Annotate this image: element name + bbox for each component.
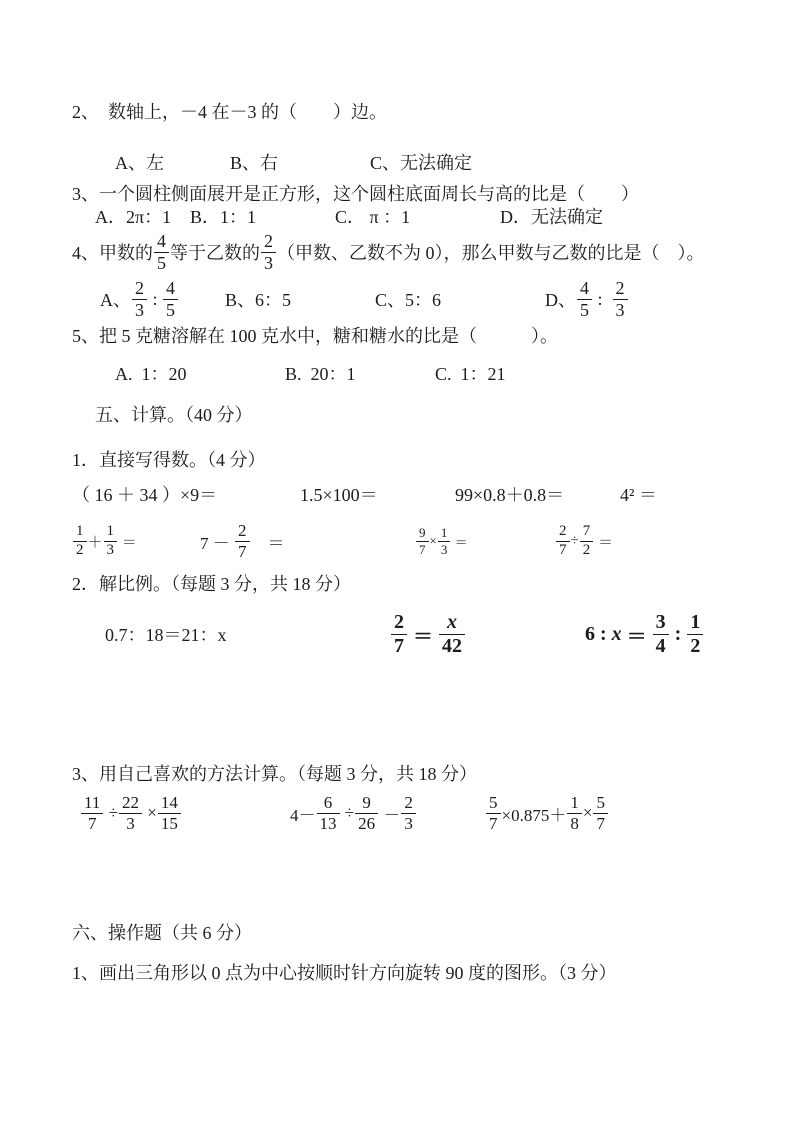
fraction: $\frac{1}{8}$ [567,794,582,833]
fraction: $\frac{1}{3}$ [438,526,451,556]
proportion-eq-2: $\frac{2}{7}$ ＝ $\frac{x}{42}$ [390,612,585,657]
question-2-text: 2、 数轴上，－4 在－3 的（ ）边。 [72,102,387,122]
fraction: $\frac{11}{7}$ [81,794,103,833]
method-calc-row [72,788,753,838]
question-2-options [72,152,753,175]
question-5-text: 5、把 5 克糖溶解在 100 克水中，糖和糖水的比是（ ）。 [72,326,558,346]
option-d: D、 $\frac{4}{5}$ : $\frac{2}{3}$ [545,279,629,320]
fraction: $\frac{2}{3}$ [261,232,276,273]
fraction: $\frac{3}{4}$ [653,612,669,657]
italic-variable: x [611,622,622,645]
fraction: $\frac{1}{2}$ [687,612,703,657]
calc-direct-row-2 [72,521,753,561]
proportion-eq-1: 0.7：18＝21：x [105,625,227,645]
fraction: $\frac{4}{5}$ [154,232,169,273]
calc-item: 99×0.8＋0.8＝ [455,485,565,505]
calc-item: 1.5×100＝ [300,485,378,505]
fraction: $\frac{2}{3}$ [132,279,147,320]
solve-proportion-row [72,606,753,662]
option-c: C、5：6 [375,290,442,310]
fraction: $\frac{4}{5}$ [577,279,592,320]
option-a: A、 $\frac{2}{3}$ : $\frac{4}{5}$ [100,279,225,320]
fraction: $\frac{2}{7}$ [556,524,570,559]
proportion-eq-3: 6 : x ＝ $\frac{3}{4}$ : $\frac{1}{2}$ [585,612,704,657]
option-a: A．2π：1 [95,207,172,227]
question-4-options [72,275,753,323]
fraction: $\frac{x}{42}$ [439,612,465,657]
question-3-text: 3、一个圆柱侧面展开是正方形，这个圆柱底面周长与高的比是（ ） [72,184,639,204]
question-3-options [72,206,753,229]
option-a: A. 1：20 [115,364,187,384]
method-expr-1: $\frac{11}{7}$ ÷ $\frac{22}{3}$ × $\frac{14}{15}$ [80,794,290,833]
section-5-heading: 五、计算。（40 分） [95,405,253,425]
option-c: C． π ：1 [335,207,411,227]
method-calc-title: 3、用自己喜欢的方法计算。（每题 3 分，共 18 分） [72,764,477,784]
solve-proportion-title: 2．解比例。（每题 3 分，共 18 分） [72,574,351,594]
calc-item: 7 － $\frac{2}{7}$ ＝ [200,520,285,561]
option-b: B、6：5 [225,290,292,310]
calc-direct-row-1 [72,484,753,507]
method-expr-2: 4－ $\frac{6}{13}$ ÷ $\frac{9}{26}$ － $\frac{2}{3}$ [290,794,485,833]
option-c: C. 1：21 [435,364,506,384]
fraction: $\frac{2}{7}$ [235,522,250,561]
fraction: $\frac{7}{2}$ [580,524,594,559]
option-b: B．1：1 [190,207,257,227]
fraction: $\frac{2}{3}$ [613,279,628,320]
calc-item: $\frac{1}{2}$ ＋ $\frac{1}{3}$ ＝ [72,524,200,559]
fraction: $\frac{1}{2}$ [73,524,87,559]
fraction: $\frac{14}{15}$ [158,794,181,833]
calc-direct-title: 1．直接写得数。（4 分） [72,450,266,470]
question-4-stem: 4、甲数的 $\frac{4}{5}$ 等于乙数的 $\frac{2}{3}$ （甲数、乙数不为 0），那么甲数与乙数的比是（ ）。 [72,230,705,273]
calc-item: $\frac{2}{7}$ ÷ $\frac{7}{2}$ ＝ [555,524,613,559]
option-c: C、无法确定 [370,153,473,173]
calc-item: $\frac{9}{7}$ × $\frac{1}{3}$ ＝ [415,526,555,556]
option-b: B、右 [230,153,279,173]
method-expr-3: $\frac{5}{7}$ ×0.875＋ $\frac{1}{8}$ × $\frac{5}{7}$ [485,794,609,833]
section-6-heading: 六、操作题（共 6 分） [72,923,252,943]
option-a: A、左 [115,153,164,173]
fraction: $\frac{1}{3}$ [104,524,118,559]
fraction: $\frac{22}{3}$ [119,794,142,833]
question-5-options [72,363,753,386]
calc-item: （ 16 ＋ 34 ）×9＝ [72,485,218,505]
operation-q1-text: 1、画出三角形以 0 点为中心按顺时针方向旋转 90 度的图形。（3 分） [72,963,617,983]
fraction: $\frac{2}{3}$ [401,794,416,833]
fraction: $\frac{9}{26}$ [355,794,378,833]
fraction: $\frac{5}{7}$ [486,794,501,833]
calc-item: 4² ＝ [620,485,657,505]
fraction: $\frac{6}{13}$ [317,794,340,833]
fraction: $\frac{4}{5}$ [163,279,178,320]
fraction: $\frac{9}{7}$ [416,526,429,556]
option-d: D．无法确定 [500,207,603,227]
fraction: $\frac{5}{7}$ [593,794,608,833]
option-b: B. 20：1 [285,364,356,384]
fraction: $\frac{2}{7}$ [391,612,407,657]
